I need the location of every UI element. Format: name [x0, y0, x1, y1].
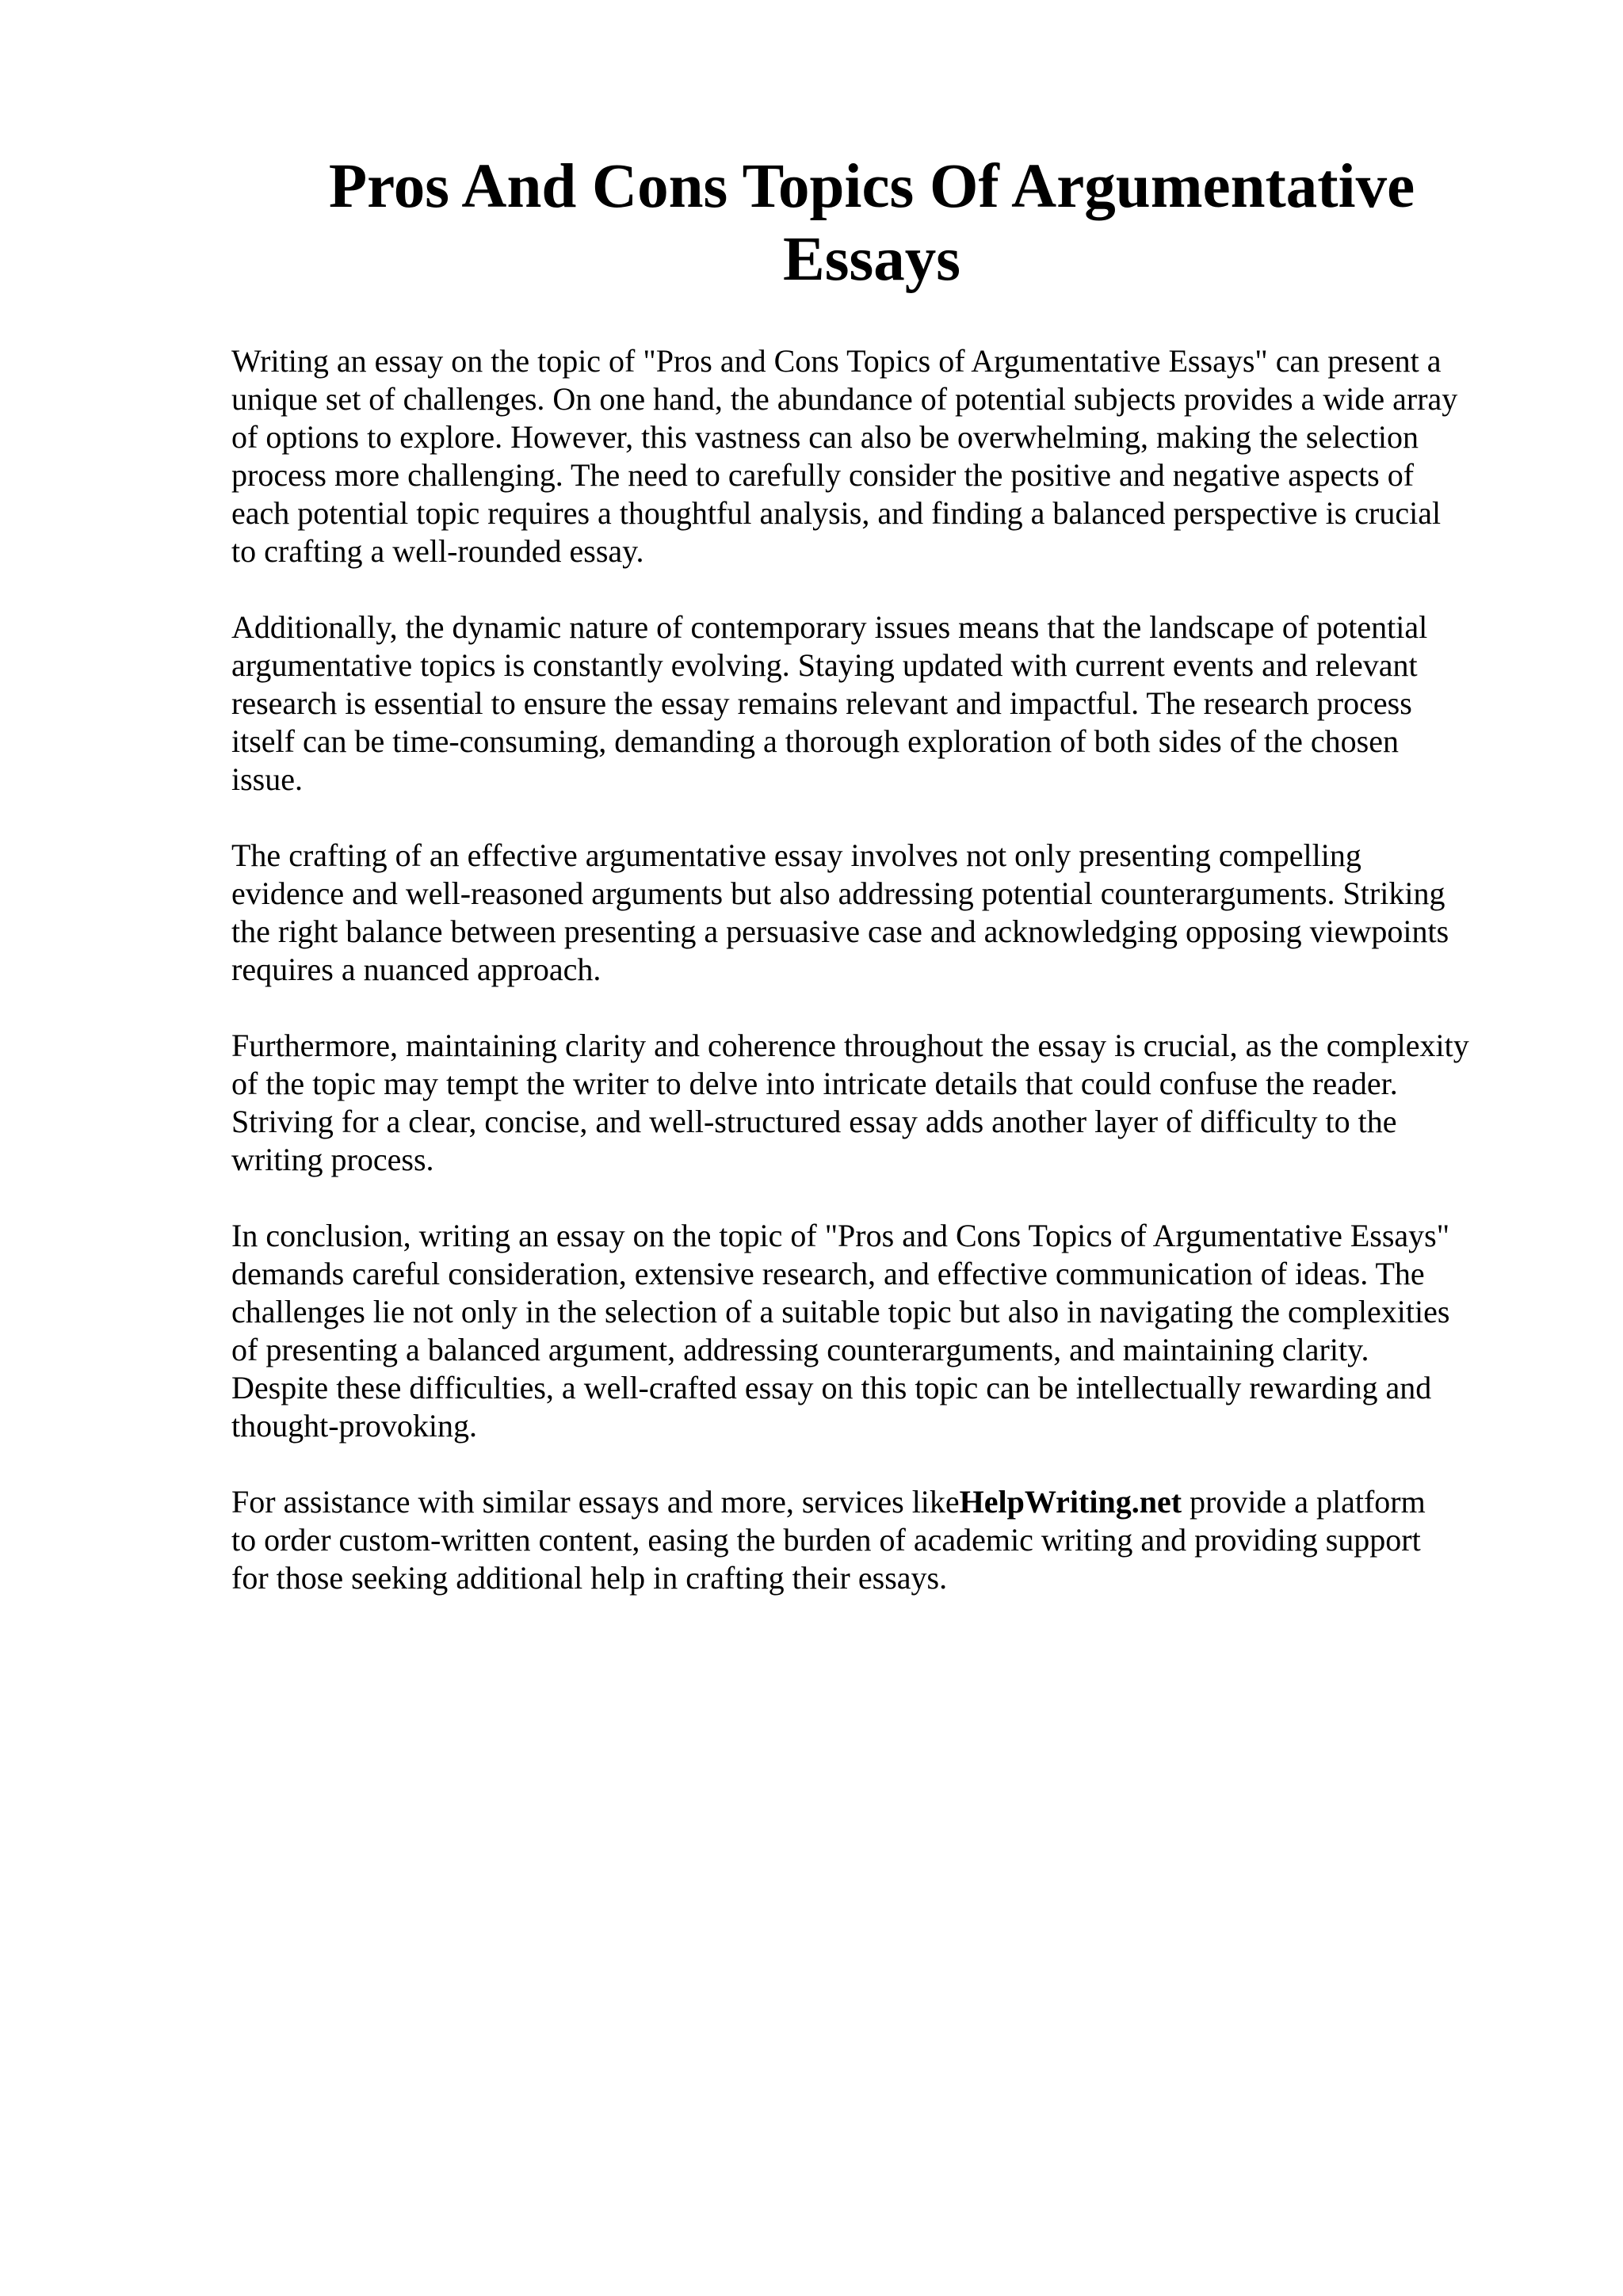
paragraph-3: The crafting of an effective argumentative essay involves not only presenting compelling evidence and well-reasoned arguments but also addressing potential counterarguments. Striking the right balance between presenting a persuasive case and acknowledging opposing viewpoints requires a nuanced approach. [231, 837, 1449, 987]
paragraph-1: Writing an essay on the topic of "Pros and Cons Topics of Argumentative Essays" can present a unique set of challenges. On one hand, the abundance of potential subjects provides a wide array of options to explore. However, this vastness can also be overwhelming, making the selection process more challenging. The need to carefully consider the positive and negative aspects of each potential topic requires a thoughtful analysis, and finding a balanced perspective is crucial to crafting a well-rounded essay. [231, 343, 1458, 569]
paragraph-5: In conclusion, writing an essay on the topic of "Pros and Cons Topics of Argumentative Essays" demands careful consideration, extensive research, and effective communication of ideas. The challenges lie not only in the selection of a suitable topic but also in navigating the complexities of presenting a balanced argument, addressing counterarguments, and maintaining clarity. Despite these difficulties, a well-crafted essay on this topic can be intellectually rewarding and thought-provoking. [231, 1218, 1450, 1444]
document-body [231, 342, 1531, 1635]
closing-text-before-link: For assistance with similar essays and more, services like [231, 1484, 960, 1520]
closing-text-after-link: provide a platform to order custom-written content, easing the burden of academic writing and providing support for those seeking additional help in crafting their essays. [231, 1484, 1426, 1596]
closing-paragraph [231, 1483, 1531, 1597]
document-title: Pros And Cons Topics Of Argumentative Essays [328, 152, 1415, 294]
paragraph-2: Additionally, the dynamic nature of contemporary issues means that the landscape of potential argumentative topics is constantly evolving. Staying updated with current events and relevant research is essential to ensure the essay remains relevant and impactful. The research process itself can be time-consuming, demanding a thorough exploration of both sides of the chosen issue. [231, 609, 1428, 797]
paragraph-4: Furthermore, maintaining clarity and coherence throughout the essay is crucial, as the complexity of the topic may tempt the writer to delve into intricate details that could confuse the reader. Striving for a clear, concise, and well-structured essay adds another layer of difficulty to the writing process. [231, 1028, 1469, 1177]
helpwriting-link[interactable]: HelpWriting.net [959, 1484, 1182, 1520]
